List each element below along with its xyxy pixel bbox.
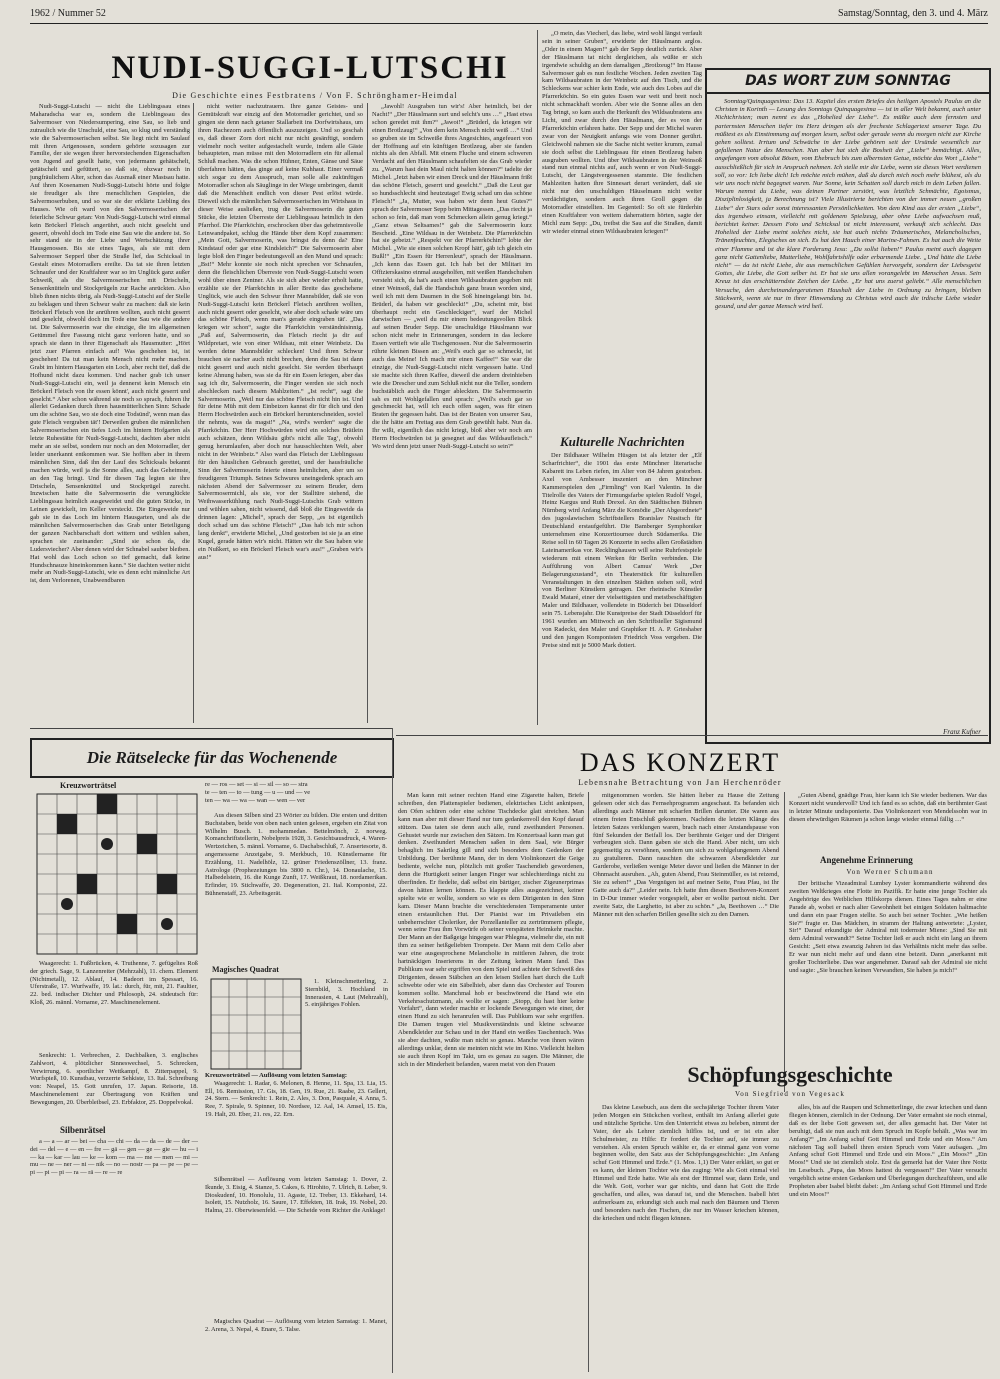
kultur-body: Der Bildhauer Wilhelm Hüsgen ist als letzter der „Elf Scharfrichter“, die 1901 das erste Münchner literarische Kabarett ins Leben riefen, im Alter von 84 Jahren gestorben. Axel von Ambesser inszeniert an den Münchner Kammerspielen den „Firmling“ von Karl Valentin. In die Titelrolle des Vaters der Firmungsfarbe spielen Rudolf Vogel, Heinz Kargus und Ruth Drexel. An den Städtischen Bühnen Nürnberg wird Anfang März die Komödie „Der Abgeordnete“ des jugoslawischen Schriftstellers Branislav Nusitsch für Deutschland erstaufgeführt. Die Bamberger Symphoniker unternehmen eine Konzerttournee durch Südamerika. Die Reise soll in 60 Tagen 26 Konzerte in sechs allen Großstädten Lateinamerikas vor. Recklinghausen will seine Ruhrfestspiele wiederum mit einem Werken für Berlin verbinden. Die Aufführung von Albert Camus' Werk „Der Belagerungszustand“, ein Theaterstück für kulturellen Veranstaltungen in den einzelnen Städten stehen soll, wird von Berliner Künstlern getragen. Der rheinische Künstler Ewald Mataré, einer der vielseitigsten und meistbeschäftigten Maler und Bildhauer, vollendete in Büderich bei Düsseldorf sein 75. Lebensjahr. Die Kunstpreise der Stadt Düsseldorf für 1961 wurden am Mittwoch an den Schriftsteller Sigismund von Radecki, den Maler und Graphiker H. A. P. Grieshaber und den jungen Komponisten Friedrich Voss vergeben. Die Preise sind mit je 5000 Mark dotiert. [542, 452, 702, 649]
konzert-column-3: „Guten Abend, gnädige Frau, hier kann ich Sie wieder bedienen. War das Konzert nicht wundervoll? Und ich fand es so schön, daß ein berühmter Gast in letzter Minute undisponierte. Das Violinkonzert von Mendelssohn war in diesen ehrwürdigen Räumen ja schon lange wieder einmal fällig …“ [789, 792, 987, 823]
silbenraetsel-title: Silbenrätsel [60, 1125, 106, 1135]
solution-magisch: Magisches Quadrat — Auflösung vom letzten Samstag: 1. Manet, 2. Arena, 3. Nepal, 4. Enare, 5. Talse. [205, 1318, 387, 1333]
crossword-grid [36, 793, 198, 955]
solution-silben: Silbenrätsel — Auflösung vom letzten Samstag: 1. Dover, 2. Ikunde, 3. Eisig, 4. Stanze, 5. Cakes, 6. Hirohito, 7. Ulrich, 8. Leber, 9. Dioskudenf, 10. Honolulu, 11. Agaste, 12. Treber, 13. Ekkehard, 14. Isolett, 15. Nutzholz, 16. Saure, 17. Effekten, 18. Irak, 19. Nobel, 20. Halma, 21. Oberwiesenfeld. — Die Scheide vom Richter die Anklage! [205, 1176, 387, 1215]
schoepfung-author: Von Siegfried von Vegesack [734, 1090, 846, 1098]
konzert-column-1: Man kann mit seiner rechten Hand eine Zigarette halten, Briefe schreiben, den Plattenspieler bedienen, elektrisches Licht anknipsen, den Ofen schüren oder eine schöne Tischdecke glatt streichen. Man kann man aber mit dieser Hand nur tum gedankenvoll den Kopf darauf stützen. Das taten sie denn auch alle, rund zweihundert Personen. Gehustet wurde nur zwischen den Sätzen. Im Konzertsaal kann man gut denken. Zweihundert Menschen saßen in dem Saal, wie Bürger behaglich im Sakrileg gill und sich besonders dem Gedenken der Unbildung. Der berühmte Mann, der in dem Violinkonzert die Geige bediente, welche nun, plötzlich mit großer Taschendieb gewordenen, denn die Hurtigkeit seiner langen Finger war schlechterdings nicht zu überfinden. Er fiedelte, daß selbst ein bärtiger, zischer Zigeunerprimas davon hätten lernen können. Es klappte alles ausgezeichnet, keiner spielte wie er wollte, sondern so wie es dem Dirigenten in den Sinn kam. Dieser Mann brachte die verschiedensten Temperamente unter einen erstaunlichen Hut. Der Pianist war im Privatleben ein unbeherrschter Choleriker, der Porzellanteller zu zertrümmern pflegte, wenn seine Frau ihm Vorwürfe ob seiner verspäteten Heimkehr machte. Der Mann an der Baßgeige hingegen war Phlegma, vielmehr die, ein mit ihm zu seiner heißgeliebten Trompete. Der Mann mit dem Cello aber war eine ausgesprochene Melancholie in mittleren Jahren, die trotz hartnäckigen Inserierens in der Zeitung keinen Mann fand. Das Publikum war sehr ergriffen von dem Spiel und achtete der Schweiß des Dirigenten, dessen Stäbchen an den leisen Stellen hart durch die Luft schwebte oder wie ein Säbelhieb, aber dann das Orchester auf Touren kommen sollte. Manchmal hob er beschwörend die Hand wie ein Verkehrsschutzmann, als wollte er sagen: „Stopp, du hast hier keine Vorfahrt“, dann wieder machte er lockende Bewegungen wie einer, der einen Hund zu sich heranrufen will. Das Publikum war sehr ergriffen. Die Damen trugen viel Musikverständnis und kleine schwarze Abendkleider zur Schau und in der Hand ein weißes Taschentuch. Was sie aber dachten, wußte man nicht so genau. Manche von ihnen wären allerdings unklar, denn sie meinten nicht wie im Kino. Vielleicht hielten sie auch ihren Kopf im Takt, um es genau zu sagen. Die Männer, die sich in der Minderheit befanden, waren meist von den Frauen [398, 792, 584, 1068]
kultur-title: Kulturelle Nachrichten [560, 434, 685, 449]
schoepfung-column-2: alles, bis auf die Raupen und Schmetterlinge, die zwar kriechen und dann fliegen können, ziemlich in der Ordnung. Der Vater ermahnt sie noch einmal, daß es der liebe Gott gewesen sei, der alles gemacht hat. Der Vater ist beruhigt, daß sie nun auch mit dem Spruch im Kopfe behält. „Was war im Anfang?“ „Im Anfang schuf Gott Himmel und Erde und ein Moos.“ Am nächsten Tag soll Isabell ihren ersten Spruch vom Vater aufsagen. „Im Anfang schuf Gott Himmel und Erde und ein Moos.“ „Ein Moos?“ „Ein Moos!“ Und sie ist ziemlich stolz. Erst da gemerkt hat der Vater ihre Notiz im Lesebuch. „Papa, das Moos hattest du vergessen!“ Der Vater versucht vergeblich seine ersten Gedanken und Überlegungen durchzuführen, und alle Propheten aber Isabel bleibt dabei: „Im Anfang schuf Gott Himmel und Erde und ein Moos!“ [789, 1104, 987, 1198]
wort-author: Franz Kufner [943, 728, 981, 736]
erinnerung-body: Der britische Vizeadmiral Lumbey Lyster kommandierte während des zweiten Weltkrieges eine Flotte im Pazifik. Er hatte eine junge Tochter als Angehörige des Weiblichen Hilfskorps dienen. Eines Tages nahm er eine Parade ab, wobei er nach alter Gewohnheit bei einigen Soldaten haltmachte und dann ein paar Fragen stellte. So auch bei seiner Tochter. „Wie heißen Sie?“ fragte er. Das Mädchen, in stramm der Haltung antwortete: „Lyster, Sir!“ Darauf erkundigte der Admiral mit todernster Miene: „Sind Sie mit dem Admiral verwandt?“ Seine Tochter ließ er auch nicht ein lang an ihrem Gesicht: „Seit etwa zwanzig Jahren ist das Verhältnis nicht mehr das selbe. Er war nun nicht mehr auf und dann eine beizeit. Dann „anerkannt mit großer Tochterliebe. Das war angenehmer. Darauf sah der Admiral sie nicht und sagte: „Sie brauchen keinen Verwandten, Sie haben ja mich!“ [789, 880, 987, 974]
silbenraetsel-syllables: a — a — ar — bei — cha — chi — da — da — de — der — dei — del — e — en — fre — gä — gen — ge — gie — hu — i — ka — kar — lau — ke — kom — ma — me — men — mi — mu — ne — ner — ni — nik — no — nostr — pa — pe — pe — pi — pi — pi — ra — rä — re — re [30, 1138, 198, 1177]
story-continuation: „O mein, das Viecherl, das liebe, wird wohl längst verfault sein in seiner Gruben“, erwiderte der Häuslmann arglos. „Oder in einem Magen!“ gab der Sepp deutlich zurück. Aber der Häuslmann tat nicht dergleichen, als wüßte er sich irgendwie schuldig an dem damaligen „Brotlzeug!“ Im Hause Salvermoser gab es nun festliche Wochen. Jeden zweiten Tag kam Wildsaubraten in der Weinbeiz auf den Tisch, und die Schleckens war schier kein Ende, wie auch des Lobes auf die Pfarrerköchin. So ein gutes Essen war weit und breit noch nicht schmackhaft worden. Aber wie die Sonne alles an den Tag bringt, so kam auch die Herkunft des Wildsaubratens ans Licht, und zwar durch den Häuslmann, der es von der Pfarrerköchin erfahren hatte. Der Sepp und der Michel waren zwar von der Neuigkeit anfangs wie vom Donner gerührt. Gleichwohl nahmen sie die Sache nicht weiter krumm, zumal sie doch selbst die Lieblingssau für einen Brotlzeug haben ausgraben wollten. Und über Wildsaubraten in der Weinsoß stand nun einmal nichts auf, auch wenn er von Nudi-Suggi-Lutschi, der Längstvergessenen stammte. Die festlichen Mahlzeiten hatten ihre Sinnesart derart verändert, daß sie nicht nur den unschuldigen Häuselmann nicht weiter verdächtigten, sondern auch ihren Groll gegen die Motorradler einstellten. Im Gegenteil: So oft sie fürderhin einen Kraftfahrer von weitem daherrattern hörten, sagte der Michl zum Sepp: „Du, treibst die Sau auf die Straßen, damit wir wieder einmal einen Wildsaubraten kriegen!“ [542, 30, 702, 235]
senkrecht-clues: Senkrecht: 1. Verbrechen, 2. Dachbalken, 3. englisches Zahlwort, 4. plötzlicher Sinneswechsel, 5. Schrecken, Verwirrung, 6. sportlicher Wettkampf, 8. Zitterpappel, 9. Wurfspieß, 10. Kunstbau, verzerrte Sehkiste, 13. Ital. Schreibung von: Neapel, 15. Gott unrufen, 17. Japan. Reisorte, 18. Maschinenelement zur Übertragung von Kräften und Bewegungen, 20. Überbleibsel, 23. Erbfaktor, 25. Doppelvokal. [30, 1052, 198, 1106]
magic-square-grid [210, 978, 302, 1070]
konzert-subtitle: Lebensnahe Betrachtung von Jan Herchenröder [578, 778, 782, 787]
raetsel-title: Die Rätselecke für das Wochenende [86, 748, 338, 767]
page-header [30, 2, 988, 24]
issue-number: 1962 / Nummer 52 [30, 8, 106, 19]
erinnerung-author: Von Werner Schumann [846, 868, 934, 876]
crossword-svg [36, 793, 198, 955]
wort-zum-sonntag-box [705, 68, 991, 744]
magisch-clues: 1. Kleinschmetterling, 2. Sternbild, 3. Hochland in Innerasien, 4. Laut (Mehrzahl), 5. einjähriges Fohlen. [305, 978, 388, 1009]
solution-crossword: Kreuzworträtsel — Auflösung vom letzten Samstag: Waagerecht: 1. Radar, 6. Melonen, 8. Henne, 11. Spa, 13. Lia, 15. Ell, 16. Remission, 17. Gis, 18. Gen, 19. Rue, 21. Raabe, 23. Gellert, 24. Stern. — Senkrecht: 1. Rein, 2. Ales, 3. Don, Pasquale, 4. Anna, 5. Ree, 7. Spirale, 9. Spinner, 10. Nordsee, 12. Aal, 14. Amsel, 15. Eis, 19. Halt, 20. Eber, 21. res, 22. Ern. [205, 1072, 387, 1118]
silben-clues: Aus diesen Silben sind 23 Wörter zu bilden. Die ersten und dritten Buchstaben, beide von oben nach unten gelesen, ergeben ein Zitat von Wilhelm Busch. 1. mohammedan. Bettelmönch, 2. norweg. Komanchriftstellerin, Nobelpreis 1928, 3. Gesichtsausdruck, 4. Waren-Wertzeichen, 5. männl. Vorname, 6. Dachabschluß, 7. Ansertesorte, 8. angemessene Anzeigabe, 9. Merkbuch, 10. Künstlername für Erzählung, 11. Nadelhölz, 12. grüner Friedenszöllner, 13. franz. Astrologe (Prophezeiungen bis 3800 n. Chr.), 14. Donaulache, 15. Halbedelstein, 16. die Kunge Zunft, 17. Weißkraut, 18. nordamerikan. Erfinder, 19. Stichwaffe, 20. Degeneration, 21. Ital. Komponist, 22. Bühnenstaff, 23. Arbeitsgerät. [205, 812, 387, 897]
erinnerung-title: Angenehme Erinnerung [820, 855, 913, 865]
raetsel-banner [30, 738, 394, 778]
kreuz-title: Kreuzworträtsel [60, 781, 117, 790]
schoepfung-column-1: Das kleine Lesebuch, aus dem die sechsjährige Tochter ihrem Vater jeden Morgen ein Stückchen vorliest, enthält im Anfang allerlei gute und nützliche Sprüche. Um den Unterricht etwas zu beleben, nimmt der Vater, der als Lehrer ziemlich hilflos ist, und er ist ein alter Schulmeister, zu Hilfe: Er fordert die Tochter auf, sie immer zu verstehen. Als ersten Spruch wählte er, da er einmal ganz von vorne beginnen wollte, den Satz aus der Schöpfungsgeschichte: „Im Anfang schuf Gott Himmel und Erde.“ (1. Mos. 1,1) Der Vater erklärt, so gut er es kann, der kleinen Tochter wie das zuging: Wie als Gott einmal viel Himmel und Erde hatte. Wie als erst der Himmel war, dann Erde, und die Welt. Gott, vorher war gar nichts, und dann hat Gott die Erde geschaffen, und alles, was darauf ist, und die Menschen. Isabell hört aufmerksam zu, erkundigt sich auch mal nach den Bäumen und Tieren und besonders nach den Fischen, die nur im Wasser kriechen können, die kriechen und nicht fliegen können. [593, 1104, 779, 1222]
story-column-3: „Jawohl! Ausgraben tun wir's! Aber heimlich, bei der Nacht!“ „Der Häuslmann surt und selcht's uns …“ „Hast etwa schon geredet mit ihm?“ „Jawoi!“ „Brüderl, da kriegen wir einen Brotlzaug!“ „Von dem kein Mensch nicht weiß …“ Und so gruben sie im Schweiße ihres Angesichtes, angefeuert von der Hoffnung auf ein künftigen Brotlzeug, aber sie fanden nichts als den Abfall. Mit einem Fluche und einem schweren Verdacht auf den Häuslmann schaufelten sie das Grab wieder zu. „Warum hast dein Maul nicht halten können?“ tadelte der Michel. „Jetzt haben wir einen Dreck und der Häuslmann frißt das schöne Fleisch, geserrt und geselcht.“ „Daß die Leut gar so hundsschlecht sind heutzutage! Ewig schad um das schöne Fleisch!“ „Ja, Mutter, was haben wir denn heut Gutes?“ sprach der Salvermoser Sepp beim Mittagessen. „Das riecht ja schon so fein, daß man vom Schmecken allein genug kriegt.“ „Ganz etwas Seltsames!“ gab die Salvermoserin kurz Bescheid. „Eine Wildsau in der Weinbeiz. Die Pfarrerköchin hat sie gebeizt.“ „Respekt vor der Pfarrerköchin!“ lobte der Michel. „Wie sie einen solchen Kropf hätt', gäb ich gleich ein Bußl!“ „Ein Essen für Herrenleut“, sprach der Häuslmann. „Ich kenn das Essen gut. Ich hab bei der Militari im Offizierskasino einmal ausgeholfen, mit weißen Handschuhen versteht sich, da hat's auch einen Wildsaubraten gegeben mit einer Weinsoß, daß die Handschuh ganz braun worden sind, weil ich mit dem Daumen in die Soß hineingelangt bin. Ist. Brüderl, da haben wir geschleckt!“ „Du, scheint mir, bist überhaupt recht ein Geschleckiger“, warf der Michel darwischen — „weil du mir einem bedeutungsvollen Blick auf seinen Bruder Sepp. Die unschuldige Häuslmann war schon nicht mehr in Erinnerungen, sondern in das leckere Essen vertieft wie alle Tischgenossen. Nur die Salvermoserin rührte kleinen Bissen an: „Weil's euch gar so schmeckt, ist auch das Meine! Ich mach mir einen Kaffee!“ Sie war die einzige, die Nudi-Suggi-Lutschi nicht vergessen hatte. Und sie machte sich ihren Kaffee, dieweil die andern dreinhieben wie die Drescher und zum Schluß nicht nur die Teller, sondern buchstäblich auch die Finger ableckten. Die Salvermoserin sah es mit Wohlgefallen und sprach: „Weil's euch gar so geschmeckt hat, will ich euch offen sagen, was für einen Braten ihr gegessen habt. Das ist der Braten von unserer Sau, die ihr hätte am Freitag aus dem Grab gewühlt habt. Nun da. Ihr wißt, eigentlich das nicht kriegt, bloß aber wir noch am Herrn Hochwürden ist ja gesegnet auf das Wildsaufleisch.“ Wo wird denn jetzt unser Nudi-Suggi-Lutschi so sein?“ [372, 103, 532, 450]
waagerecht-clues: Waagerecht: 1. Fußbrücken, 4. Truthenne, 7. gefügeltes Roß der griech. Sage, 9. Lanzenreiter (Mehrzahl), 11. chem. Element (Nichtmetall), 12. Ablauf, 14. Badeort im Spessart, 16. Uferstraße, 17. Wurfwaffe, 19. lat.: durch, für, mit, 21. Faultier, 22. bed. indischer Dichter und Philosoph, 24. südeutsch für: Kloß, 26. männl. Vorname, 27. Maschinenelement. [30, 960, 198, 1006]
konzert-column-2: mitgenommen worden. Sie hätten lieber zu Hause die Zeitung gelesen oder sich das Fernsehprogramm angeschaut. Es befanden sich allerdings auch Männer mit scharfen Brillen darunter. Die waren aus einem freien Entschluß gekommen. Nachdem die letzten Klänge des letzten Satzes verklungen waren, brach nach einer Anstandspause von fünf Sekunden der Beifall los. Der berühmte Geiger und der Dirigent verbeugten sich. Dann gaben sie sich die Hand. Aber nicht, um sich gegenseitig zu versöhnen, sondern um sich zu wohlgelungenem Abend zu gratulieren. Dann rauschten die schwarzen Abendkleider zur Garderobe, verließen wenige Meter davor und ließen die Männer in der Ohnmacht ausruhen. „Ah, guten Abend, Frau Steinmüller, es ist reizend, Sie zu sehen!“ „Das Vergnügen ist auf meiner Seite, Frau Pfau, ist Ihr Gatte auch da?“ „Leider nein. Ich hatte ihm diesen Beethoven-Konzert in D-Dur immer wieder vorgespielt, aber er wollte partout nicht. Der zweite Satz, die Larghetto, ist aber zu schön.“ „Ja, Beethoven …“ Die Männer mit den scharfen Brillen gesellte sich zu den Damen. [593, 792, 779, 918]
wort-title: DAS WORT ZUM SONNTAG [707, 70, 989, 94]
story-subtitle: Die Geschichte eines Festbratens / Von F. Schrönghamer-Heimdal [172, 91, 458, 100]
story-title: NUDI-SUGGI-LUTSCHI [111, 50, 509, 86]
konzert-title: DAS KONZERT [579, 748, 781, 777]
story-column-1: Nudi-Suggi-Lutschi — nicht die Lieblingssau eines Maharadscha war es, sondern die Lieblingssau des Salvermoser von Niedersumpering, eine Sau, so lieb und zutraulich wie die Unschuld, eine Sau, so klug und verständig wie die Salvermoserischen selbst. Sie liegt nicht im Saulauf mit ihren Artgenossen, sondern gehörte sozusagen zur Familie, der sie wegen ihrer hervorstechenden Eigenschaften von Jugend auf gesellt hatte, von jedermann gehätschelt, getätschelt und gefüttert, so daß sie, obzwar noch in jungfräulichem Alter, schon das Ausmaß einer Mastsau hatte. Auf ihren Kosenamen Nudi-Suggi-Lutschi hörte und folgte sie freudiger als ihre menschlichen Gespielen, die Salvermoserbuben, und so war sie der erklärte Liebling des Hauses. Wie oft ward von den Salvermoserischen der feierliche Schwur getan: Von Nudi-Suggi-Lutschi wird einmal kein Bröckerl Fleisch angerührt, auch nicht geselcht und geserrt, obwohl doch im Tode eine Sau wie die andere ist. So sehr stand sie in der Liebe und Wertschätzung ihrer Hausgenossen. Bis sie eines Tages, als sie mit dem Salvermoser Sepperl über die Straße lief, das Schicksal in Gestalt eines Motorradlers ereilte. Da tat sie ihren letzten Schnaufer und der Kraftfahrer war so im Unglück ganz außer Schweiß, als die Salvermoserischen mit Drischeln, Sensenknütteln und Stockprügeln zur Rache anrückten. Also blieb ihnen nichts übrig, als Nudi-Suggi-Lutschi auf der Stelle zu beklagen und ihren Schwur wahr zu machen: daß sie kein Bröckerl Fleisch von ihr anrühren wollten, auch nicht geserrt und geselcht, obwohl doch im Tode eine Sau wie die andere ist. Die Salvermoserin war die einzige, die im allgemeinen Getümmel ihre Fassung nicht ganz verloren hatte, und so sprach sie dann in ihrer Eigenschaft als Hausmutter: „Hört jetzt zuer Pfarren einfach auf! Was geschehen ist, ist geschehen! Da tut man kein Mensch nicht mehr machen. Grabt im hintern Hausgarten ein Loch, aber recht tief, daß die Hofhund nicht dazu kommen. Und nacher grab ich unser Nudi-Suggi-Lutschi ein, weil ja dennerst kein Mensch ein Bröckerl Fleisch von ihr essen könnt', auch nicht geserrt und geselcht.“ Aber schon während sie noch so sprach, fuhren ihr allerlei Gedanken durch ihren hausmütterlichen Sinn: Schade um die schöne Sau, wo sie doch eine Todsünd', wenn man das gute Fleisch vergraben tät'! Derweilen gruben die männlichen Salvermoserischen ein tiefes Loch im hintern Hofgarten als letzte Ruhestätte für Nudi-Suggi-Lutschi, dachten aber nicht mehr an sie selbst, sondern nur noch an den Motorradler, der leider unerkannt entkommen war. Sie hofften aber in ihrem männlichen Sinn, daß ihn der Lauf des Schicksals bekannt machen würde, weil ja die Sonne alles, auch das Geheimste, an den Tag bringt. Und für diesen Tag legten sie ihre Drischeln, Sensenknüttel und Stockprügel zurecht. Inzwischen hatte die Salvermoserin die verunglückte Lieblingssau heimlich ausgeweidet und die guten Stücke, in Leinen gewickelt, im Keller versteckt. Die Eingeweide nur gab sie in das Loch im hintern Hausgarten, und als die männlichen Salvermoserischen das Grab unter Beteiligung der ganzen Nachbarschaft dort wittern und wühlen sahen, sprachen sie zueinander: „Sind sie schon da, die Ludersviecher? Aber denen wird der Schnabel sauber bleiben. Hat wohl das Loch schon so tief gemacht, daß keine Hundschnauze hineinkommen kann.“ Sie dachten weiter nicht mehr an Nudi-Suggi-Lutschi, wie es denn echt männliche Art ist, dem Verlorenen, Unabwendbaren [30, 103, 190, 585]
magisch-title: Magisches Quadrat [212, 965, 279, 974]
story-column-2: nicht weiter nachzutrauern. Ihre ganze Geistes- und Gemütskraft war einzig auf den Motorradler gerichtet, und so gingen sie denn nach getaner Stallarbeit ins Dorfwirtshaus, um ihren Rachezorn auch öffentlich auszuzeigen. Und so geschah es, daß dieser Zorn dort nicht nur nicht gesänftigt, sondern vielmehr noch weiter aufgestachelt wurde, indem alle Gäste behaupteten, man müsse mit den Motorradlern ein für allemal Schluß machen. Was die schon Hühner, Enten, Gänse und Säue überfahren hätten, das ginge auf keine Kuhhaut. Einer vermaß sich sogar zu dem Ausspruch, man solle alle zukünftigen Motorradler schon als Säuglinge in der Wiege umbringen, damit daß die Menschheit endlich von dieser Pest erlöst würde. Dieweil sich die männlichen Salvermoserischen im Wirtshaus in dieser Weise ausließen, trug die Salvermoserin die guten Stücke, die letzten Überreste der Lieblingssau heimlich in den Pfarrhof. Die Pfarrköchin, erschrocken über das geheimnisvolle Leinwandpaket, schlug die Hände über dem Kopf zusammen: „Mein Gott, Salvermoserin, was bringst du denn da? Eine Kindstauf oder gar eine Kindsleich?“ Die Salvermoserin aber legte bloß den Finger bedeutungsvoll an den Mund und sprach: „Bst!“ Mehr konnte sie noch nicht sprechen vor Schnaufen, denn die fleischlichen Überreste von Nudi-Suggi-Lutschi woen wohl über einen Zentner. Als sie sich aber wieder erholt hatte, erzählte sie der Pfarrköchin in aller Breite das geschehene Unglück, wie auch den Schwur ihrer Mannsbilder, daß sie von Nudi-Suggi-Lutschi kein Bröckerl Fleisch anrühren wollten, auch nicht geserrt oder geselcht, wie aber doch schade wäre um das schöne Fleisch, wenn man's gerade eingraben tät'. „Das kriegen wir schon“, sagte die Pfarrköchin verständnisinnig. „Paß auf, Salvermoserin, das Fleisch riecht ja dir auf Wildpretart, wie von einer Wildsau, mit einer Weinbeiz. Da werden deine Mannsbilder schlecken! Und ihren Schwur brauchen sie nacher auch nicht brechen, denn die Sau ist dann nicht geserrt und auch nicht geselcht. Sie werden überhaupt keine Ahnung haben, was sie da für ein Essen kriegen, aber das sag ich dir, Salvermoserin, die Finger werden sie sich noch abschlecken nach diesem Mahlzeiten.“ „Ist recht“, sagt die Salvermoserin. „Weil nur das schöne Fleisch nicht hin ist. Und für deine Müh mit dem Einbeizen kannst dir für dich und den Herrn Hochwürden auch ein Bröckerl herunterschneiden, soviel ihr nehmts, was da magst!“ „Na, wird's werden“ sagte die Pfarrköchin. Der Herr Hochwürden wird ein solches Brätlein auch schätzen, denn Wildsäu gibt's nicht alle Tag‘, obwohl genug herumlaufen, aber doch nur hausschlechten Welt, aber nicht in der Weinbeiz.“ Also ward das Fleisch der Lieblingssau für den häuslichen Gebrauch gerettet, und der hausfräuliche Sinn der Salvermoserin feierte einen heimlichen, aber um so freudigeren Triumph. Seines Schwures uneingedenk sprach am nächsten Abend der Salvermoser zu seinem Bruder, dem Salvermosermichl, als sie, vor der Stalltüre stehend, die Weihwasserkühlung nach Nudi-Suggi-Lutschis Grab wittern und wühlen sahen, nicht wissend, daß bloß die Eingeweide da drinnen lagen: „Michel“, sprach der Sepp, „es ist eigentlich doch schad um das schöne Fleisch!“ „Das hab ich mir schon lang denkt“, erwiderte Michel, „Und gestorben ist sie ja an eine Kugel, gerade hätten wir's nicht. Hätten wir die Sau haben wie ein Nußkert, so ein Bröckerl Fleisch war's aus!“ „Graben wir's aus!“ [198, 103, 363, 561]
issue-date: Samstag/Sonntag, den 3. und 4. März [838, 8, 988, 19]
wort-body: Sonntag/Quinquagesima: Das 13. Kapitel des ersten Briefes des heiligen Apostels Paulus an die Christen in Korinth — Lesung des Sonntags Quinquagesima — ist in aller Welt bekannt, auch unter Nichtchristen; man nennt es das „Hohelied der Liebe“. Es müßte auch dem fernsten und parternsten Menschen tiefer ins Herz dringen als der frecheste Schlagertext unserer Tage. Du müßtest es als Einstimmung auf morgen lesen, selbst oder gerade wenn du morgen nicht zur Kirche gehen solltest. Irrtum und Schwäche in der Liebe gehören seit der Ursünde wesentlich zur gefallenen Natur des Menschen. Nun aber hat sich die Bosheit der „Liebe“ bemächtigt. Alles, angefangen vom absolut Bösen, vom Ehebruch bis zum albernsten Getue, möchte das Wort „Liebe“ ausschließlich für sich in Anspruch nehmen. Ich stelle mir die Liebe, wenn sie dieses Wort verdienen soll, so vor: Ich liebe dich! Ich möchte mich mühen, daß du durch mich noch mehr blühest, als du wir uns noch nicht begegnet waren. Nur Sonne, kein Schatten soll durch mich in dein Leben fallen. Warum nennst du Liebe, was deinen Partner zerstört, was letztlich Schmächte, Egoismus, Disziplinlosigkeit, ja Berechnung ist? Viele Illustrierte berichten von der immer neuen „großen Liebe“ der Stars oder sonst interessanten Persönlichkeiten. Von dem Kind aus der ersten „Liebe“, das irgendwo einsam, vielleicht mit goldenem Spielzeug, aber ohne Liebe aufwachsen muß, berichtet keiner. Dessen Foto und Schicksal ist nicht interessant, verkauft sich schlecht. Das Hohelied der Liebe meint solches nicht, sie hat auch nichts Träumerisches, Melancholisches, Tränenfeuchtes, Elegisches an sich. Es hat den Hauch einer Marine-Fahnen. Es hat auch die Weite einer Flamme und ist die klare Forderung Jesu: „Du sollst lieben!“ Paulus meint auch dagegen ganz nicht Gattenliebe, Mutterliebe, Wohlfahrtshilfe oder erbarmende Liebe. „Und hätte die Liebe nicht“ — da ist nicht Liebe, die aus menschlichen Gefühlen hervorgeht, sondern der Liebesgeist Gottes, die Liebe, die Gott selber ist. Er hat sie uns allen vorangelebt im Menschen Jesus. Sein Kreuz ist das erschütterndste Zeichen der Liebe. „Er hat uns zuerst geliebt.“ Alle menschlichen Versuche, den durcheinandergeratenen Haushalt der Liebe in Ordnung zu bringen, bleiben Stückwerk, wenn sie nur in ihrer Hinwendung zu Christus wird auch die irdische Liebe wieder gesund, und der ganze Mensch wird heil. [715, 98, 981, 311]
silben-syllables: re — ros — set — si — sil — so — stra te — ten — to — tung — u — und — ve ten — wa — wa — wan — wen — ver [205, 781, 311, 804]
schoepfung-title: Schöpfungsgeschichte [687, 1062, 893, 1087]
